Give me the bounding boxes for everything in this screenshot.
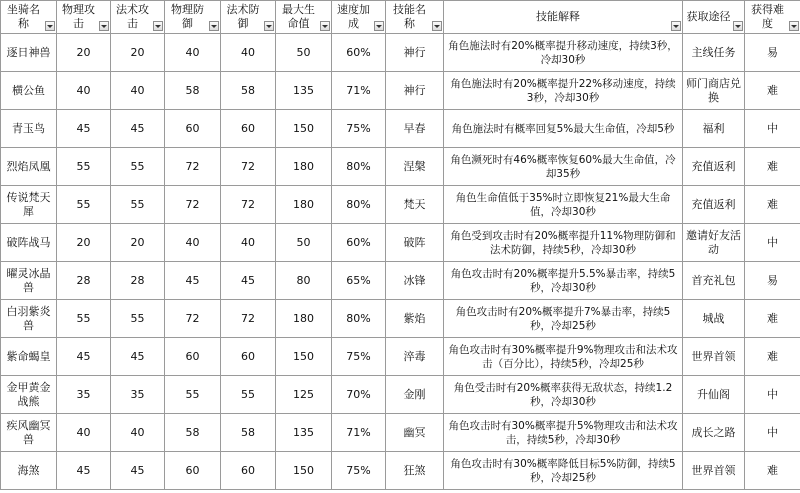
table-cell[interactable]: 中 xyxy=(745,110,800,148)
column-header xyxy=(745,1,800,34)
table-cell[interactable]: 60 xyxy=(221,110,276,148)
table-cell[interactable]: 60 xyxy=(165,110,221,148)
table-cell[interactable]: 50 xyxy=(276,224,332,262)
table-cell[interactable]: 72 xyxy=(221,186,276,224)
table-cell[interactable]: 72 xyxy=(221,148,276,186)
table-cell[interactable]: 师门商店兑换 xyxy=(683,72,745,110)
column-header-label: 物理攻击 xyxy=(62,3,95,30)
table-cell[interactable]: 58 xyxy=(221,72,276,110)
table-cell[interactable]: 冰锋 xyxy=(386,262,444,300)
table-cell[interactable]: 烈焰凤凰 xyxy=(1,148,57,186)
table-row xyxy=(1,452,800,490)
table-cell[interactable]: 80 xyxy=(276,262,332,300)
table-cell[interactable]: 50 xyxy=(276,34,332,72)
table-cell[interactable]: 40 xyxy=(57,414,111,452)
table-cell[interactable]: 45 xyxy=(165,262,221,300)
table-cell[interactable]: 升仙阁 xyxy=(683,376,745,414)
column-header xyxy=(332,1,386,34)
table-cell[interactable]: 早春 xyxy=(386,110,444,148)
table-row xyxy=(1,186,800,224)
column-header-label: 最大生命值 xyxy=(282,3,315,30)
table-row xyxy=(1,300,800,338)
table-cell[interactable]: 60 xyxy=(165,338,221,376)
table-cell[interactable]: 淬毒 xyxy=(386,338,444,376)
table-row xyxy=(1,72,800,110)
table-cell[interactable]: 难 xyxy=(745,452,800,490)
filter-dropdown-icon[interactable] xyxy=(45,21,55,31)
table-cell[interactable]: 150 xyxy=(276,338,332,376)
table-cell[interactable]: 135 xyxy=(276,72,332,110)
table-cell[interactable]: 72 xyxy=(221,300,276,338)
table-cell[interactable]: 紫命蝎皇 xyxy=(1,338,57,376)
table-cell[interactable]: 金甲黄金战熊 xyxy=(1,376,57,414)
table-cell[interactable]: 55 xyxy=(57,186,111,224)
table-cell[interactable]: 逐日神兽 xyxy=(1,34,57,72)
table-cell[interactable]: 中 xyxy=(745,376,800,414)
column-header xyxy=(276,1,332,34)
header-row xyxy=(1,1,800,34)
table-cell[interactable]: 世界首领 xyxy=(683,338,745,376)
table-cell[interactable]: 55 xyxy=(111,186,165,224)
table-cell[interactable]: 40 xyxy=(221,34,276,72)
table-cell[interactable]: 28 xyxy=(111,262,165,300)
table-cell[interactable]: 城战 xyxy=(683,300,745,338)
table-cell[interactable]: 180 xyxy=(276,186,332,224)
table-cell[interactable]: 55 xyxy=(57,148,111,186)
table-cell[interactable]: 充值返利 xyxy=(683,186,745,224)
table-cell[interactable]: 狂煞 xyxy=(386,452,444,490)
table-cell[interactable]: 80% xyxy=(332,186,386,224)
table-cell[interactable]: 55 xyxy=(111,148,165,186)
table-cell[interactable]: 71% xyxy=(332,72,386,110)
table-cell[interactable]: 75% xyxy=(332,338,386,376)
table-cell[interactable]: 180 xyxy=(276,148,332,186)
table-cell[interactable]: 20 xyxy=(57,34,111,72)
table-cell[interactable]: 70% xyxy=(332,376,386,414)
skill-description-cell[interactable]: 角色攻击时有30%概率降低目标5%防御，持续5秒，冷却25秒 xyxy=(444,452,683,490)
skill-description-cell[interactable]: 角色受击时有20%概率获得无敌状态，持续1.2秒，冷却30秒 xyxy=(444,376,683,414)
table-cell[interactable]: 45 xyxy=(57,338,111,376)
column-header-label: 技能解释 xyxy=(536,10,580,23)
table-cell[interactable]: 45 xyxy=(221,262,276,300)
column-header xyxy=(57,1,111,34)
table-cell[interactable]: 71% xyxy=(332,414,386,452)
table-cell[interactable]: 中 xyxy=(745,224,800,262)
table-cell[interactable]: 福利 xyxy=(683,110,745,148)
table-cell[interactable]: 40 xyxy=(57,72,111,110)
skill-description-cell[interactable]: 角色施法时有20%概率提升22%移动速度，持续3秒，冷却30秒 xyxy=(444,72,683,110)
table-cell[interactable]: 40 xyxy=(165,224,221,262)
table-cell[interactable]: 58 xyxy=(165,414,221,452)
table-cell[interactable]: 首充礼包 xyxy=(683,262,745,300)
table-row xyxy=(1,376,800,414)
table-cell[interactable]: 55 xyxy=(221,376,276,414)
skill-description-cell[interactable]: 角色生命值低于35%时立即恢复21%最大生命值，冷却30秒 xyxy=(444,186,683,224)
table-cell[interactable]: 金刚 xyxy=(386,376,444,414)
table-cell[interactable]: 白羽紫炎兽 xyxy=(1,300,57,338)
table-cell[interactable]: 58 xyxy=(221,414,276,452)
table-cell[interactable]: 难 xyxy=(745,338,800,376)
table-cell[interactable]: 青玉鸟 xyxy=(1,110,57,148)
skill-description-cell[interactable]: 角色濒死时有46%概率恢复60%最大生命值，冷却35秒 xyxy=(444,148,683,186)
filter-dropdown-icon[interactable] xyxy=(733,21,743,31)
table-row xyxy=(1,338,800,376)
table-cell[interactable]: 中 xyxy=(745,414,800,452)
skill-description-cell[interactable]: 角色施法时有20%概率提升移动速度，持续3秒，冷却30秒 xyxy=(444,34,683,72)
skill-description-cell[interactable]: 角色受到攻击时有20%概率提升11%物理防御和法术防御，持续5秒，冷却30秒 xyxy=(444,224,683,262)
column-header-label: 获得难度 xyxy=(751,3,784,30)
table-cell[interactable]: 疾风幽冥兽 xyxy=(1,414,57,452)
table-cell[interactable]: 55 xyxy=(111,300,165,338)
table-cell[interactable]: 主线任务 xyxy=(683,34,745,72)
table-cell[interactable]: 75% xyxy=(332,452,386,490)
filter-dropdown-icon[interactable] xyxy=(671,21,681,31)
table-cell[interactable]: 易 xyxy=(745,34,800,72)
table-cell[interactable]: 40 xyxy=(165,34,221,72)
table-cell[interactable]: 55 xyxy=(165,376,221,414)
filter-dropdown-icon[interactable] xyxy=(209,21,219,31)
column-header-label: 物理防御 xyxy=(171,3,204,30)
table-cell[interactable]: 难 xyxy=(745,148,800,186)
skill-description-cell[interactable]: 角色攻击时有20%概率提升5.5%暴击率，持续5秒，冷却30秒 xyxy=(444,262,683,300)
table-cell[interactable]: 125 xyxy=(276,376,332,414)
table-cell[interactable]: 72 xyxy=(165,300,221,338)
table-cell[interactable]: 世界首领 xyxy=(683,452,745,490)
column-header xyxy=(165,1,221,34)
filter-dropdown-icon[interactable] xyxy=(320,21,330,31)
table-cell[interactable]: 80% xyxy=(332,148,386,186)
table-cell[interactable]: 60 xyxy=(221,452,276,490)
watermark xyxy=(690,467,760,489)
skill-description-cell[interactable]: 角色施法时有概率回复5%最大生命值，冷却5秒 xyxy=(444,110,683,148)
column-header xyxy=(386,1,444,34)
column-header-label: 坐骑名称 xyxy=(7,3,40,30)
table-cell[interactable]: 80% xyxy=(332,300,386,338)
table-cell[interactable]: 20 xyxy=(111,224,165,262)
table-cell[interactable]: 充值返利 xyxy=(683,148,745,186)
table-cell[interactable]: 难 xyxy=(745,300,800,338)
skill-description-cell[interactable]: 角色攻击时有30%概率提升9%物理攻击和法术攻击（百分比），持续5秒，冷却25秒 xyxy=(444,338,683,376)
filter-dropdown-icon[interactable] xyxy=(264,21,274,31)
table-row xyxy=(1,262,800,300)
table-cell[interactable]: 55 xyxy=(57,300,111,338)
column-header xyxy=(1,1,57,34)
table-row xyxy=(1,224,800,262)
column-header xyxy=(221,1,276,34)
table-cell[interactable]: 72 xyxy=(165,186,221,224)
table-cell[interactable]: 20 xyxy=(111,34,165,72)
table-cell[interactable]: 40 xyxy=(111,72,165,110)
table-cell[interactable]: 梵天 xyxy=(386,186,444,224)
table-cell[interactable]: 紫焰 xyxy=(386,300,444,338)
column-header xyxy=(111,1,165,34)
column-header xyxy=(444,1,683,34)
table-cell[interactable]: 45 xyxy=(111,452,165,490)
table-cell[interactable]: 45 xyxy=(57,110,111,148)
table-cell[interactable]: 海煞 xyxy=(1,452,57,490)
table-cell[interactable]: 58 xyxy=(165,72,221,110)
table-cell[interactable]: 涅槃 xyxy=(386,148,444,186)
table-cell[interactable]: 破阵 xyxy=(386,224,444,262)
table-cell[interactable]: 难 xyxy=(745,186,800,224)
table-cell[interactable]: 150 xyxy=(276,452,332,490)
table-cell[interactable]: 曜灵冰晶兽 xyxy=(1,262,57,300)
column-header-label: 速度加成 xyxy=(337,3,370,30)
table-cell[interactable]: 35 xyxy=(57,376,111,414)
table-row xyxy=(1,414,800,452)
table-cell[interactable]: 45 xyxy=(111,338,165,376)
skill-description-cell[interactable]: 角色攻击时有20%概率提升7%暴击率，持续5秒，冷却25秒 xyxy=(444,300,683,338)
table-cell[interactable]: 成长之路 xyxy=(683,414,745,452)
table-cell[interactable]: 60% xyxy=(332,224,386,262)
table-cell[interactable]: 28 xyxy=(57,262,111,300)
table-row xyxy=(1,110,800,148)
table-cell[interactable]: 135 xyxy=(276,414,332,452)
table-cell[interactable]: 60 xyxy=(221,338,276,376)
table-cell[interactable]: 150 xyxy=(276,110,332,148)
table-cell[interactable]: 40 xyxy=(111,414,165,452)
table-row xyxy=(1,148,800,186)
table-cell[interactable]: 易 xyxy=(745,262,800,300)
table-cell[interactable]: 72 xyxy=(165,148,221,186)
table-cell[interactable]: 传说梵天犀 xyxy=(1,186,57,224)
filter-dropdown-icon[interactable] xyxy=(153,21,163,31)
column-header-label: 获取途径 xyxy=(686,10,731,23)
table-cell[interactable]: 神行 xyxy=(386,72,444,110)
table-cell[interactable]: 横公鱼 xyxy=(1,72,57,110)
table-cell[interactable]: 邀请好友活动 xyxy=(683,224,745,262)
table-cell[interactable]: 45 xyxy=(57,452,111,490)
filter-dropdown-icon[interactable] xyxy=(99,21,109,31)
table-cell[interactable]: 40 xyxy=(221,224,276,262)
table-cell[interactable]: 幽冥 xyxy=(386,414,444,452)
table-cell[interactable]: 60% xyxy=(332,34,386,72)
column-header-label: 法术攻击 xyxy=(116,3,149,30)
filter-dropdown-icon[interactable] xyxy=(432,21,442,31)
table-cell[interactable]: 35 xyxy=(111,376,165,414)
skill-description-cell[interactable]: 角色攻击时有30%概率提升5%物理攻击和法术攻击，持续5秒，冷却30秒 xyxy=(444,414,683,452)
table-row xyxy=(1,34,800,72)
table-cell[interactable]: 65% xyxy=(332,262,386,300)
table-cell[interactable]: 45 xyxy=(111,110,165,148)
filter-dropdown-icon[interactable] xyxy=(374,21,384,31)
table-cell[interactable]: 20 xyxy=(57,224,111,262)
column-header xyxy=(683,1,745,34)
column-header-label: 技能名称 xyxy=(393,3,426,30)
filter-dropdown-icon[interactable] xyxy=(789,21,799,31)
table-cell[interactable]: 60 xyxy=(165,452,221,490)
table-cell[interactable]: 75% xyxy=(332,110,386,148)
column-header-label: 法术防御 xyxy=(226,3,260,30)
table-cell[interactable]: 难 xyxy=(745,72,800,110)
table-cell[interactable]: 神行 xyxy=(386,34,444,72)
table-cell[interactable]: 180 xyxy=(276,300,332,338)
table-cell[interactable]: 破阵战马 xyxy=(1,224,57,262)
